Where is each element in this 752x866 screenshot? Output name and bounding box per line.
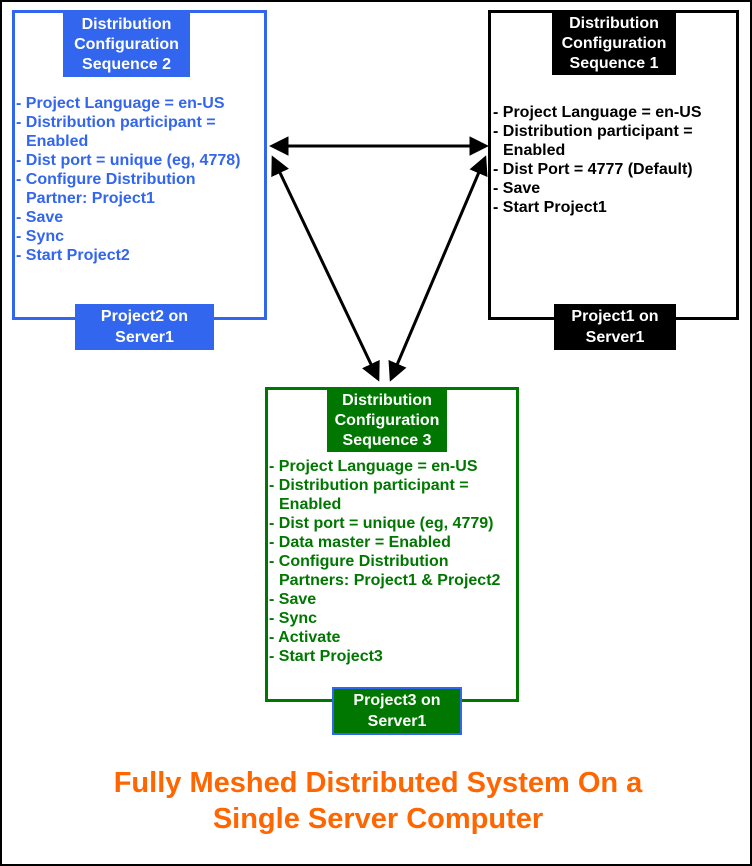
arrow-seq1-seq3 [391,158,485,379]
step-item-continuation: Enabled [279,496,342,513]
label-line: Project2 on [100,308,189,325]
header-line: Sequence 3 [342,432,432,449]
step-item-continuation: Partners: Project1 & Project2 [279,572,501,589]
step-item: - Start Project2 [16,247,130,264]
step-item: - Distribution participant = [269,477,469,494]
header-line: Configuration [74,36,179,53]
node-sequence-2-steps [16,94,264,265]
node-sequence-1-steps [493,103,737,217]
step-item: - Project Language = en-US [269,458,478,475]
header-line: Distribution [569,15,659,32]
step-item: - Save [493,180,541,197]
diagram-title [2,765,752,837]
step-item: - Project Language = en-US [16,95,225,112]
step-item: - Dist Port = 4777 (Default) [493,161,693,178]
step-item: - Configure Distribution [16,171,196,188]
label-line: Project3 on [353,692,441,709]
header-line: Distribution [81,16,172,33]
step-item-continuation: Enabled [503,142,566,159]
step-item: - Activate [269,629,341,646]
step-item: - Dist port = unique (eg, 4778) [16,152,241,169]
header-line: Configuration [561,35,667,52]
step-item-continuation: Enabled [26,133,89,150]
step-item: - Start Project1 [493,199,607,216]
step-item: - Distribution participant = [493,123,693,140]
diagram-title-line-1: Fully Meshed Distributed System On a [113,767,643,799]
step-item: - Configure Distribution [269,553,449,570]
step-item: - Distribution participant = [16,114,216,131]
step-item: - Sync [269,610,318,627]
node-sequence-2-header [63,13,190,77]
node-sequence-3-steps [269,457,517,666]
node-sequence-3-label [332,687,462,735]
header-line: Sequence 1 [569,55,659,72]
step-item: - Dist port = unique (eg, 4779) [269,515,494,532]
node-sequence-1-label [554,304,676,350]
step-item: - Save [16,209,64,226]
step-item: - Start Project3 [269,648,383,665]
label-line: Server1 [585,329,645,346]
arrow-seq2-seq3 [273,158,378,379]
header-line: Sequence 2 [82,56,171,73]
step-item: - Data master = Enabled [269,534,451,551]
label-line: Server1 [115,329,174,346]
label-line: Project1 on [571,308,659,325]
node-sequence-2-label [75,304,214,350]
step-item-continuation: Partner: Project1 [26,190,155,207]
step-item: - Project Language = en-US [493,104,702,121]
step-item: - Save [269,591,317,608]
step-item: - Sync [16,228,65,245]
diagram-title-line-2: Single Server Computer [212,803,544,835]
header-line: Distribution [342,392,432,409]
label-line: Server1 [367,713,427,730]
header-line: Configuration [334,412,440,429]
node-sequence-3-header [327,390,447,452]
node-sequence-1-header [552,13,676,75]
